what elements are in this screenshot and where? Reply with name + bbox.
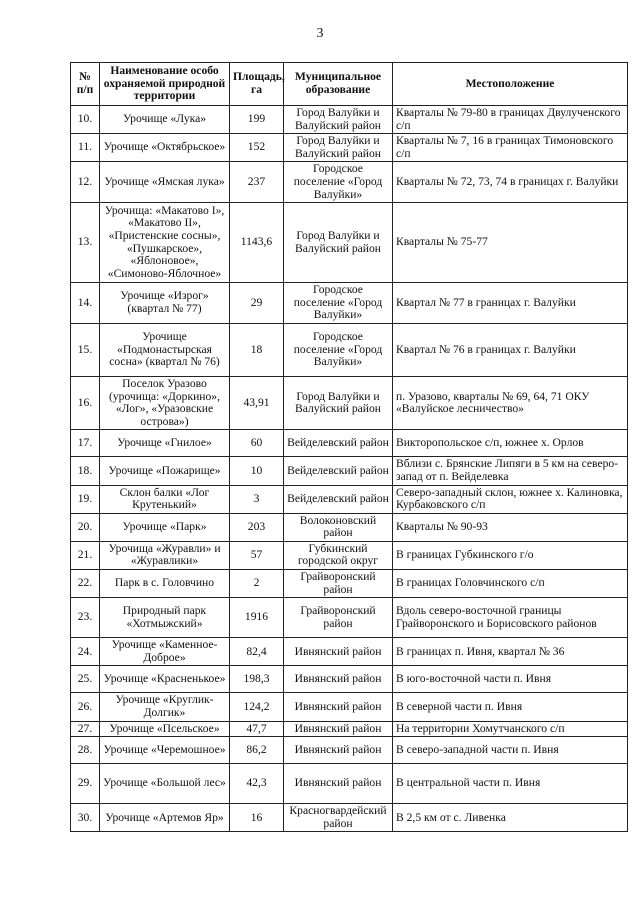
table-row: [71, 721, 628, 737]
table-row: [71, 804, 628, 832]
cell-location: Квартал № 76 в границах г. Валуйки: [393, 323, 628, 376]
cell-name: Урочище «Псельское»: [100, 721, 230, 737]
cell-name: Урочище «Красненькое»: [100, 666, 230, 693]
table-row: [71, 203, 628, 283]
cell-number: 14.: [71, 283, 100, 324]
cell-name: Урочище «Большой лес»: [100, 764, 230, 804]
cell-name: Урочище «Черемошное»: [100, 737, 230, 764]
cell-name: Склон балки «Лог Крутенький»: [100, 485, 230, 513]
table-row: [71, 323, 628, 376]
cell-number: 15.: [71, 323, 100, 376]
table-row: [71, 764, 628, 804]
cell-municipality: Городское поселение «Город Валуйки»: [284, 283, 393, 324]
cell-location: Вдоль северо-восточной границы Грайворонского и Борисовского районов: [393, 598, 628, 638]
cell-municipality: Вейделевский район: [284, 457, 393, 485]
cell-number: 11.: [71, 134, 100, 162]
cell-area: 198,3: [230, 666, 284, 693]
cell-location: Кварталы № 90-93: [393, 513, 628, 541]
cell-area: 86,2: [230, 737, 284, 764]
table-row: [71, 376, 628, 429]
cell-municipality: Вейделевский район: [284, 485, 393, 513]
header-area: Площадь, га: [230, 63, 284, 106]
table-row: [71, 638, 628, 666]
table-row: [71, 666, 628, 693]
cell-location: Кварталы № 7, 16 в границах Тимоновского с/п: [393, 134, 628, 162]
cell-location: Квартал № 77 в границах г. Валуйки: [393, 283, 628, 324]
cell-municipality: Город Валуйки и Валуйский район: [284, 106, 393, 134]
cell-municipality: Городское поселение «Город Валуйки»: [284, 162, 393, 203]
cell-number: 16.: [71, 376, 100, 429]
cell-location: В 2,5 км от с. Ливенка: [393, 804, 628, 832]
cell-area: 2: [230, 570, 284, 598]
cell-name: Урочище «Гнилое»: [100, 430, 230, 457]
cell-location: Северо-западный склон, южнее х. Калиновка, Курбаковского с/п: [393, 485, 628, 513]
cell-area: 199: [230, 106, 284, 134]
table-body: [71, 106, 628, 832]
header-num: № п/п: [71, 63, 100, 106]
cell-name: Урочище «Ямская лука»: [100, 162, 230, 203]
cell-name: Урочище «Лука»: [100, 106, 230, 134]
protected-areas-table: [70, 62, 628, 832]
cell-number: 20.: [71, 513, 100, 541]
cell-area: 3: [230, 485, 284, 513]
cell-area: 29: [230, 283, 284, 324]
cell-area: 18: [230, 323, 284, 376]
cell-area: 237: [230, 162, 284, 203]
cell-municipality: Вейделевский район: [284, 430, 393, 457]
cell-number: 10.: [71, 106, 100, 134]
cell-location: В границах Головчинского с/п: [393, 570, 628, 598]
cell-number: 18.: [71, 457, 100, 485]
cell-number: 27.: [71, 721, 100, 737]
cell-number: 21.: [71, 541, 100, 569]
table-row: [71, 570, 628, 598]
cell-municipality: Ивнянский район: [284, 638, 393, 666]
cell-municipality: Грайворонский район: [284, 570, 393, 598]
cell-area: 10: [230, 457, 284, 485]
cell-area: 1916: [230, 598, 284, 638]
table-row: [71, 134, 628, 162]
cell-location: В границах Губкинского г/о: [393, 541, 628, 569]
cell-number: 19.: [71, 485, 100, 513]
cell-municipality: Город Валуйки и Валуйский район: [284, 203, 393, 283]
table-row: [71, 513, 628, 541]
cell-area: 60: [230, 430, 284, 457]
cell-location: На территории Хомутчанского с/п: [393, 721, 628, 737]
table-header-row: [71, 63, 628, 106]
table-row: [71, 598, 628, 638]
table-row: [71, 541, 628, 569]
cell-municipality: Ивнянский район: [284, 721, 393, 737]
cell-area: 203: [230, 513, 284, 541]
cell-municipality: Город Валуйки и Валуйский район: [284, 134, 393, 162]
cell-location: В северо-западной части п. Ивня: [393, 737, 628, 764]
cell-municipality: Городское поселение «Город Валуйки»: [284, 323, 393, 376]
header-name: Наименование особо охраняемой природной территории: [100, 63, 230, 106]
cell-number: 29.: [71, 764, 100, 804]
cell-name: Парк в с. Головчино: [100, 570, 230, 598]
cell-name: Урочище «Октябрьское»: [100, 134, 230, 162]
cell-municipality: Ивнянский район: [284, 737, 393, 764]
cell-name: Урочище «Парк»: [100, 513, 230, 541]
cell-area: 42,3: [230, 764, 284, 804]
header-location: Местоположение: [393, 63, 628, 106]
cell-location: п. Уразово, кварталы № 69, 64, 71 ОКУ «Валуйское лесничество»: [393, 376, 628, 429]
cell-number: 17.: [71, 430, 100, 457]
cell-municipality: Красногвардейский район: [284, 804, 393, 832]
cell-number: 25.: [71, 666, 100, 693]
table-row: [71, 162, 628, 203]
cell-name: Урочища «Журавли» и «Журавлики»: [100, 541, 230, 569]
table-row: [71, 430, 628, 457]
table-row: [71, 283, 628, 324]
cell-area: 82,4: [230, 638, 284, 666]
table-row: [71, 737, 628, 764]
cell-name: Урочище «Пожарище»: [100, 457, 230, 485]
header-municipality: Муниципальное образование: [284, 63, 393, 106]
cell-location: Кварталы № 75-77: [393, 203, 628, 283]
cell-municipality: Ивнянский район: [284, 693, 393, 721]
cell-name: Урочище «Каменное-Доброе»: [100, 638, 230, 666]
cell-number: 13.: [71, 203, 100, 283]
table-row: [71, 106, 628, 134]
cell-location: В юго-восточной части п. Ивня: [393, 666, 628, 693]
cell-name: Природный парк «Хотмыжский»: [100, 598, 230, 638]
cell-name: Поселок Уразово (урочища: «Доркино», «Лог», «Уразовские острова»): [100, 376, 230, 429]
cell-area: 1143,6: [230, 203, 284, 283]
cell-name: Урочища: «Макатово I», «Макатово II», «Пристенские сосны», «Пушкарское», «Яблоновое», «Симоново-Яблочное»: [100, 203, 230, 283]
cell-municipality: Город Валуйки и Валуйский район: [284, 376, 393, 429]
cell-area: 16: [230, 804, 284, 832]
cell-location: В границах п. Ивня, квартал № 36: [393, 638, 628, 666]
table-row: [71, 693, 628, 721]
cell-area: 47,7: [230, 721, 284, 737]
cell-municipality: Волоконовский район: [284, 513, 393, 541]
cell-area: 57: [230, 541, 284, 569]
cell-location: Вблизи с. Брянские Липяги в 5 км на северо-запад от п. Вейделевка: [393, 457, 628, 485]
cell-location: В северной части п. Ивня: [393, 693, 628, 721]
cell-number: 26.: [71, 693, 100, 721]
cell-area: 124,2: [230, 693, 284, 721]
cell-municipality: Ивнянский район: [284, 764, 393, 804]
cell-name: Урочище «Изрог» (квартал № 77): [100, 283, 230, 324]
cell-number: 24.: [71, 638, 100, 666]
cell-municipality: Ивнянский район: [284, 666, 393, 693]
cell-number: 30.: [71, 804, 100, 832]
cell-location: В центральной части п. Ивня: [393, 764, 628, 804]
cell-municipality: Губкинский городской округ: [284, 541, 393, 569]
cell-number: 23.: [71, 598, 100, 638]
cell-name: Урочище «Артемов Яр»: [100, 804, 230, 832]
cell-location: Викторопольское с/п, южнее х. Орлов: [393, 430, 628, 457]
table-row: [71, 485, 628, 513]
cell-number: 12.: [71, 162, 100, 203]
cell-location: Кварталы № 72, 73, 74 в границах г. Валуйки: [393, 162, 628, 203]
cell-area: 152: [230, 134, 284, 162]
cell-name: Урочище «Круглик-Долгик»: [100, 693, 230, 721]
page-number: 3: [316, 26, 324, 41]
cell-area: 43,91: [230, 376, 284, 429]
cell-location: Кварталы № 79-80 в границах Двулученского с/п: [393, 106, 628, 134]
cell-name: Урочище «Подмонастырская сосна» (квартал № 76): [100, 323, 230, 376]
cell-number: 22.: [71, 570, 100, 598]
cell-number: 28.: [71, 737, 100, 764]
cell-municipality: Грайворонский район: [284, 598, 393, 638]
table-row: [71, 457, 628, 485]
